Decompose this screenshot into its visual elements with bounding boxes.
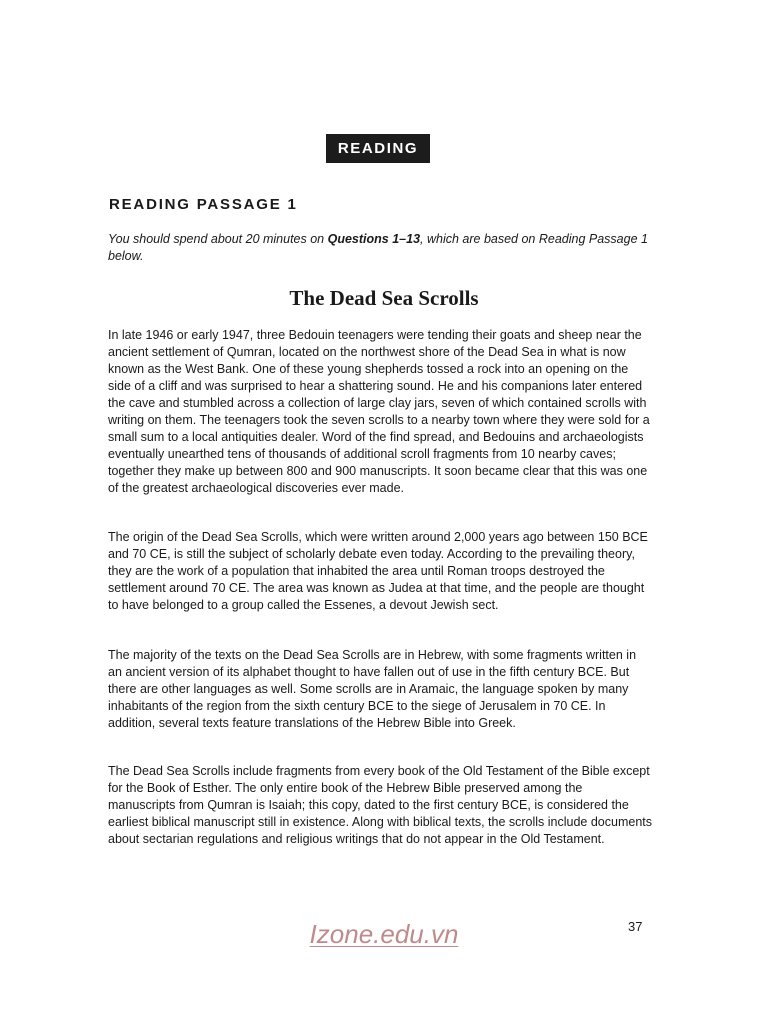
passage-heading: READING PASSAGE 1 (109, 196, 298, 213)
article-paragraph: The origin of the Dead Sea Scrolls, which were written around 2,000 years ago between 150 BCE and 70 CE, is still the subject of scholarly debate even today. According to the prevailing theory, they are the work of a population that inhabited the area until Roman troops destroyed the settlement around 70 CE. The area was known as Judea at that time, and the people are thought to have belonged to a group called the Essenes, a devout Jewish sect. (108, 530, 648, 612)
instructions-questions: Questions 1–13 (327, 232, 421, 246)
article-paragraph: The majority of the texts on the Dead Sea Scrolls are in Hebrew, with some fragments written in an ancient version of its alphabet thought to have fallen out of use in the fifth century BCE. But there are other languages as well. Some scrolls are in Aramaic, the language spoken by many inhabitants of the region from the sixth century BCE to the siege of Jerusalem in 70 CE. In addition, several texts feature translations of the Hebrew Bible into Greek. (108, 648, 637, 730)
section-label: READING (326, 134, 430, 163)
article-paragraph: In late 1946 or early 1947, three Bedouin teenagers were tending their goats and sheep near the ancient settlement of Qumran, located on the northwest shore of the Dead Sea in what is now known as the West Bank. One of these young shepherds tossed a rock into an opening on the side of a cliff and was surprised to hear a shattering sound. He and his companions later entered the cave and stumbled across a collection of large clay jars, seven of which contained scrolls with writing on them. The teenagers took the seven scrolls to a nearby town where they were sold for a small sum to a local antiquities dealer. Word of the find spread, and Bedouins and archaeologists eventually unearthed tens of thousands of additional scroll fragments from 10 nearby caves; together they make up between 800 and 900 manuscripts. It soon became clear that this was one of the greatest archaeological discoveries ever made. (108, 328, 650, 495)
watermark-link[interactable]: Izone.edu.vn (309, 919, 459, 949)
instructions-after: , which are based on Reading Passage 1 below. (108, 232, 648, 263)
instructions (108, 231, 648, 265)
instructions-before: You should spend about 20 minutes on (108, 232, 328, 246)
article-paragraph: The Dead Sea Scrolls include fragments from every book of the Old Testament of the Bible except for the Book of Esther. The only entire book of the Hebrew Bible preserved among the manuscripts from Qumran is Isaiah; this copy, dated to the first century BCE, is considered the earliest biblical manuscript still in existence. Along with biblical texts, the scrolls include documents about sectarian regulations and religious writings that do not appear in the Old Testament. (108, 764, 653, 846)
article-title: The Dead Sea Scrolls (289, 286, 479, 310)
page-number: 37 (628, 919, 643, 934)
